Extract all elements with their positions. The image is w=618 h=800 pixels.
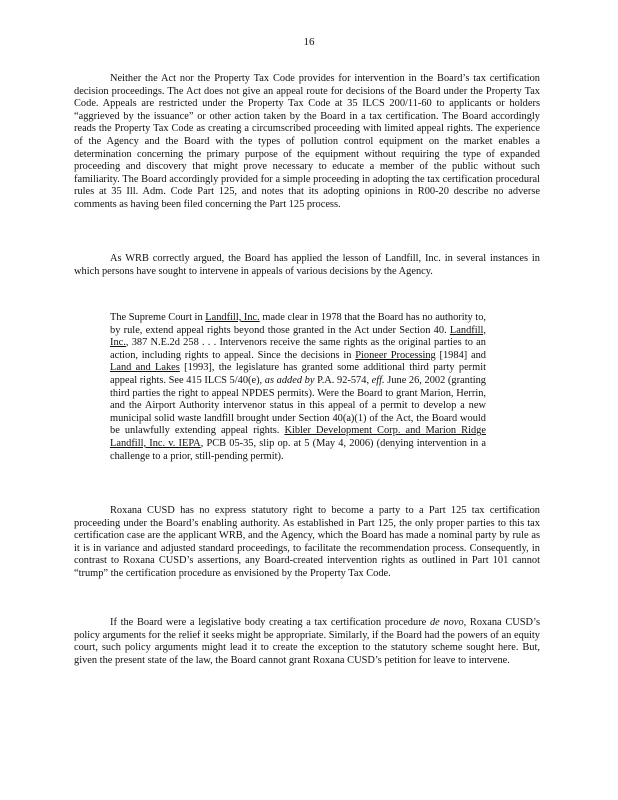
italic-citation-signal: eff. [371, 374, 385, 386]
paragraph-landfill-lesson: As WRB correctly argued, the Board has applied the lesson of Landfill, Inc. in several instances in which persons have sought to intervene in appeals of various decisions by the Agency. [74, 253, 540, 277]
page-number: 16 [303, 36, 315, 48]
case-citation-kibler: Kibler Development Corp. and Marion Ridge Landfill, Inc. v. IEPA [110, 425, 486, 449]
paragraph-text: If the Board were a legislative body creating a tax certification procedure [110, 617, 430, 628]
case-citation-pioneer: Pioneer Processing [355, 349, 436, 361]
quote-text: made clear in 1978 that the Board has no authority to, by rule, extend appeal rights beyond those granted in the Act under Section 40. [110, 312, 486, 336]
case-citation-land-and-lakes: Land and Lakes [110, 362, 180, 374]
quote-text: , PCB 05-35, slip op. at 5 (May 4, 2006) (denying intervention in a challenge to a prior, still-pending permit). [110, 437, 486, 462]
quote-text: June 26, 2002 (granting third parties the right to appeal NPDES permits). Were the Board to grant Marion, Herrin, and the Airport Authority intervenor status in this appeal of a permit to develop a new municipal solid waste landfill brought under Section 40(a)(1) of the Act, the Board would be unlawfully extending appeal rights. [110, 374, 486, 437]
case-citation-landfill: Landfill, Inc. [205, 312, 260, 323]
case-citation-landfill: Landfill, Inc. [110, 324, 486, 349]
quote-text: P.A. 92-574, [314, 374, 372, 386]
italic-citation-signal: as added by [264, 374, 315, 386]
paragraph-intervention-overview: Neither the Act nor the Property Tax Code provides for intervention in the Board’s tax certification decision proceedings. The Act does not give an appeal route for decisions of the Board under the Property Tax Code. Appeals are restricted under the Property Tax Code at 35 ILCS 200/11-60 to applicants or holders “aggrieved by the issuance” or other action taken by the Board in a tax certification. The Board accordingly reads the Property Tax Code as creating a circumscribed proceeding with limited appeal rights. The experience of the Agency and the Board with the types of pollution control equipment on the market enables a determination concerning the primary purpose of the equipment without requiring the type of expanded proceeding and discovery that might prove necessary to educate a member of the public without such familiarity. The Board accordingly provided for a simple proceeding in adopting the tax certification procedural rules at 35 Ill. Adm. Code Part 125, and notes that its adopting opinions in R00-20 describe no adverse comments as having been filed concerning the Part 125 process. [74, 73, 540, 210]
quote-text: [1993], the legislature has granted some additional third party permit appeal rights. See 415 ILCS 5/40(e), [110, 362, 486, 386]
paragraph-conclusion [74, 617, 540, 667]
block-quote-supreme-court [110, 312, 486, 463]
italic-term-de-novo: de novo [429, 617, 464, 628]
paragraph-roxana-no-right: Roxana CUSD has no express statutory right to become a party to a Part 125 tax certification proceeding under the Board’s enabling authority. As established in Part 125, the only proper parties to this tax certification case are the applicant WRB, and the Agency, which the Board has made a nominal party by rule as it is in variance and adjusted standard proceedings, to facilitate the recommendation process. Consequently, in contrast to Roxana CUSD’s assertions, any Board-created intervention rights as outlined in Part 101 cannot “trump” the certification procedure as envisioned by the Property Tax Code. [74, 505, 540, 579]
paragraph-text: , Roxana CUSD’s policy arguments for the relief it seeks might be appropriate. Similarly, if the Board had the powers of an equity court, such policy arguments might lead it to create the exception to the statutory scheme sought here. But, given the present state of the law, the Board cannot grant Roxana CUSD’s petition for leave to intervene. [74, 617, 540, 666]
quote-text: , 387 N.E.2d 258 . . . Intervenors receive the same rights as the original parties to an action, including rights to appeal. Since the decisions in [110, 337, 486, 361]
quote-text: The Supreme Court in [110, 312, 206, 323]
quote-text: [1984] and [435, 349, 487, 361]
